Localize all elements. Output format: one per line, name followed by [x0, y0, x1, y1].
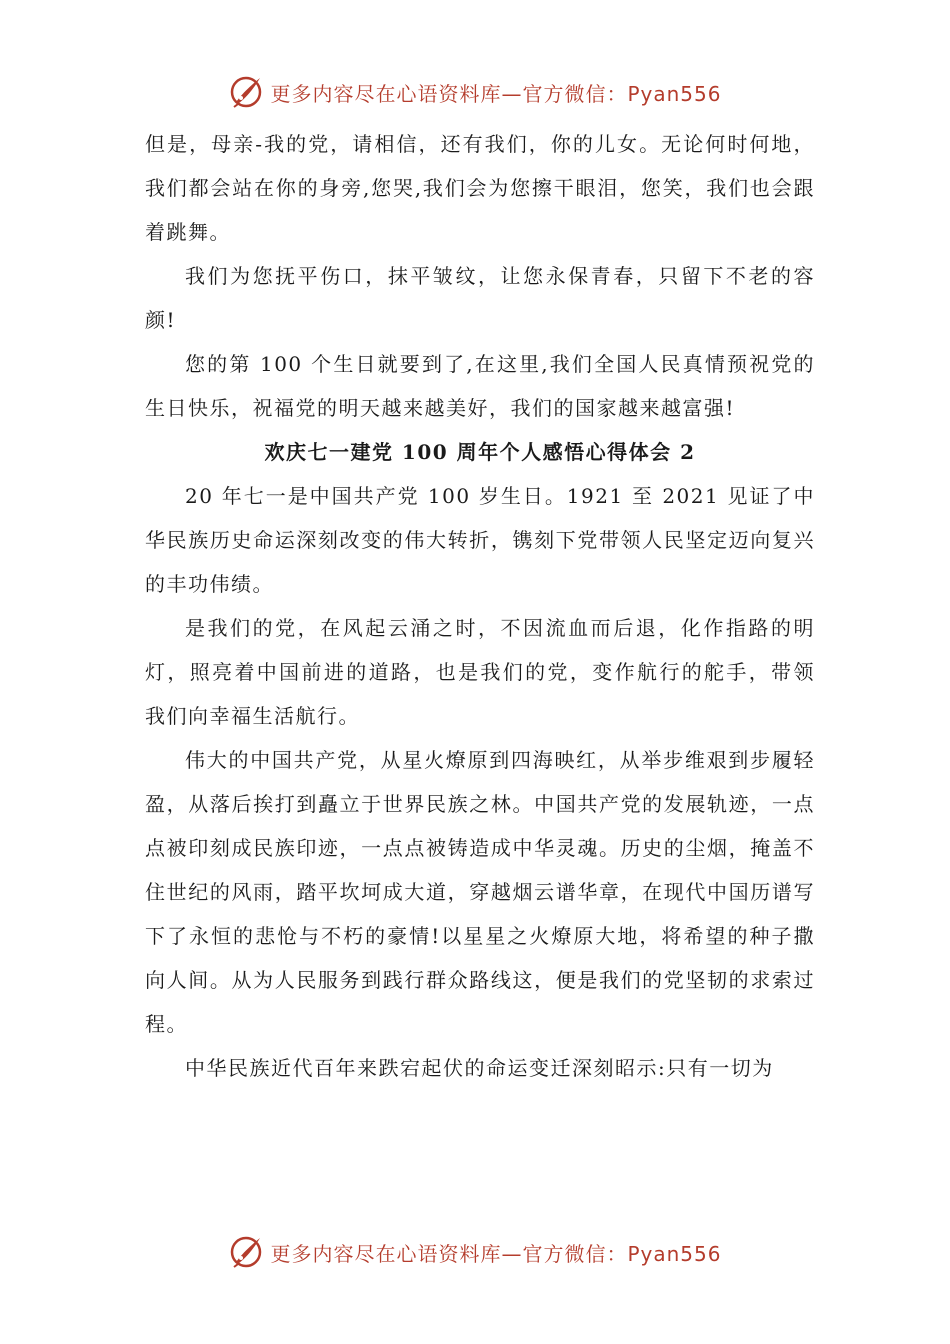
footer-banner	[0, 1230, 950, 1274]
header-banner-text: 更多内容尽在心语资料库—官方微信：Pyan556	[270, 81, 722, 106]
paragraph-7: 中华民族近代百年来跌宕起伏的命运变迁深刻昭示:只有一切为	[185, 1056, 774, 1080]
header-banner	[0, 70, 950, 114]
footer-banner-text: 更多内容尽在心语资料库—官方微信：Pyan556	[270, 1241, 722, 1266]
document-body	[145, 122, 815, 1090]
section-title: 欢庆七一建党 100 周年个人感悟心得体会 2	[264, 440, 696, 464]
paragraph-5: 是我们的党，在风起云涌之时，不因流血而后退，化作指路的明 灯，照亮着中国前进的道路，也是我们的党，变作航行的舵手，带领 我们向幸福生活航行。	[145, 616, 815, 728]
paragraph-4: 20 年七一是中国共产党 100 岁生日。1921 至 2021 见证了中华民族历史命运深刻改变的伟大转折，镌刻下党带领人民坚定迈向复兴的丰功伟绩。	[145, 484, 815, 596]
paragraph-1: 但是，母亲-我的党，请相信，还有我们，你的儿女。无论何时何地， 我们都会站在你的身旁,您哭,我们会为您擦干眼泪，您笑，我们也会跟着跳舞。	[145, 132, 815, 244]
paragraph-3: 您的第 100 个生日就要到了,在这里,我们全国人民真情预祝党的生日快乐，祝福党的明天越来越美好，我们的国家越来越富强!	[145, 352, 815, 420]
quill-ink-logo-icon	[228, 74, 264, 110]
paragraph-6: 伟大的中国共产党，从星火燎原到四海映红，从举步维艰到步履轻盈，从落后挨打到矗立于世界民族之林。中国共产党的发展轨迹，一点点被印刻成民族印迹，一点点被铸造成中华灵魂。历史的尘烟，掩盖不住世纪的风雨，踏平坎坷成大道，穿越烟云谱华章，在现代中国历谱写下了永恒的悲怆与不朽的豪情!以星星之火燎原大地，将希望的种子撒向人间。从为人民服务到践行群众路线这，便是我们的党坚韧的求索过程。	[145, 748, 815, 1036]
quill-ink-logo-icon	[228, 1234, 264, 1270]
paragraph-2: 我们为您抚平伤口，抹平皱纹，让您永保青春，只留下不老的容颜!	[145, 264, 815, 332]
